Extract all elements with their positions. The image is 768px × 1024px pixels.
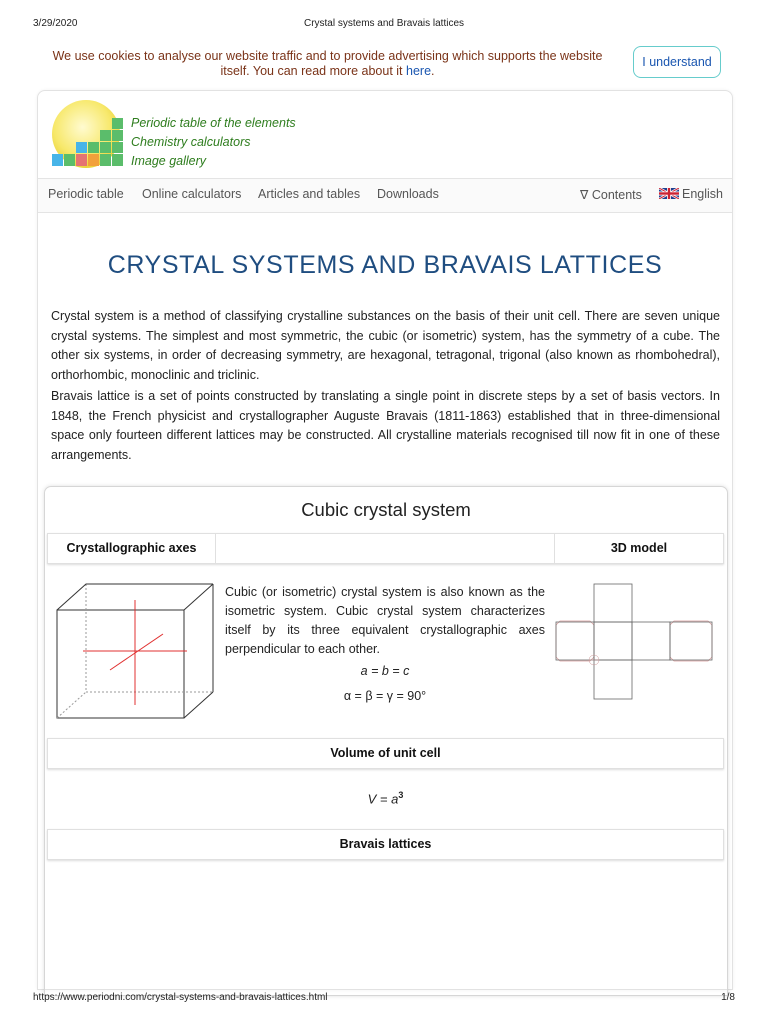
- nav-articles-and-tables[interactable]: Articles and tables: [258, 187, 361, 201]
- header-crystallographic-axes: Crystallographic axes: [66, 541, 197, 555]
- print-date: 3/29/2020: [33, 18, 78, 29]
- site-links: [131, 114, 296, 171]
- link-chemistry-calculators[interactable]: Chemistry calculators: [131, 135, 251, 149]
- cubic-table-header: [47, 533, 724, 564]
- volume-formula-exponent: 3: [398, 790, 404, 800]
- print-title: Crystal systems and Bravais lattices: [303, 18, 465, 29]
- cookie-more-link[interactable]: here: [406, 64, 432, 78]
- cube-net-3d-model[interactable]: [555, 583, 715, 703]
- volume-formula-base: V = a: [367, 791, 399, 807]
- volume-formula: [47, 790, 724, 806]
- nav-downloads[interactable]: Downloads: [377, 187, 439, 201]
- intro-paragraph-crystal-system: Crystal system is a method of classifying crystalline substances on the basis of their unit cell. There are seven unique crystal systems. The simplest and most symmetric, the cubic (or isometric) system, has the symmetry of a cube. The other six systems, in order of decreasing symmetry, are hexagonal, tetragonal, trigonal (also known as rhombohedral), orthorhombic, monoclinic and triclinic.: [51, 309, 720, 382]
- print-url: https://www.periodni.com/crystal-systems-and-bravais-lattices.html: [33, 992, 328, 1003]
- bravais-header: Bravais lattices: [339, 837, 432, 851]
- intro-paragraph-bravais-lattice: Bravais lattice is a set of points constructed by translating a single point in discrete steps by a set of basis vectors. In 1848, the French physicist and crystallographer Auguste Bravais (1811-1863) established that in three-dimensional space only fourteen different lattices may be constructed. All crystalline materials recognised till now fit in one of these arrangements.: [51, 389, 720, 462]
- print-page-number: 1/8: [721, 992, 735, 1003]
- cubic-card-title: Cubic crystal system: [301, 499, 471, 520]
- cookie-text: We use cookies to analyse our website traffic and to provide advertising which supports the website itself. You can read more about it: [52, 49, 603, 78]
- cubic-description: Cubic (or isometric) crystal system is also known as the isometric system. Cubic crystal system characterizes itself by its three equivalent crystallographic axes perpendicular to each other.: [225, 585, 545, 656]
- cookie-notice: [50, 49, 605, 79]
- volume-header: Volume of unit cell: [330, 746, 441, 760]
- link-periodic-table[interactable]: Periodic table of the elements: [131, 116, 296, 130]
- bravais-header-row: [47, 829, 724, 860]
- nav-online-calculators[interactable]: Online calculators: [142, 187, 242, 201]
- link-image-gallery[interactable]: Image gallery: [131, 154, 207, 168]
- header-divider: [215, 534, 216, 563]
- main-navbar: [38, 178, 732, 213]
- nav-periodic-table[interactable]: Periodic table: [48, 187, 124, 201]
- nav-language[interactable]: [659, 187, 723, 201]
- cubic-axes-diagram: [55, 582, 215, 722]
- uk-flag-icon: [659, 188, 679, 199]
- cookie-end: .: [431, 64, 435, 78]
- cubic-formula-angles: α = β = γ = 90°: [343, 689, 427, 703]
- nav-contents[interactable]: ∇ Contents: [580, 188, 642, 202]
- header-3d-model: 3D model: [610, 541, 668, 555]
- volume-header-row: [47, 738, 724, 769]
- page-title: CRYSTAL SYSTEMS AND BRAVAIS LATTICES: [107, 251, 663, 279]
- cookie-accept-button[interactable]: I understand: [633, 46, 721, 78]
- cubic-formula-lengths: a = b = c: [360, 664, 410, 678]
- site-logo[interactable]: [50, 98, 126, 174]
- nav-language-label: English: [682, 187, 723, 201]
